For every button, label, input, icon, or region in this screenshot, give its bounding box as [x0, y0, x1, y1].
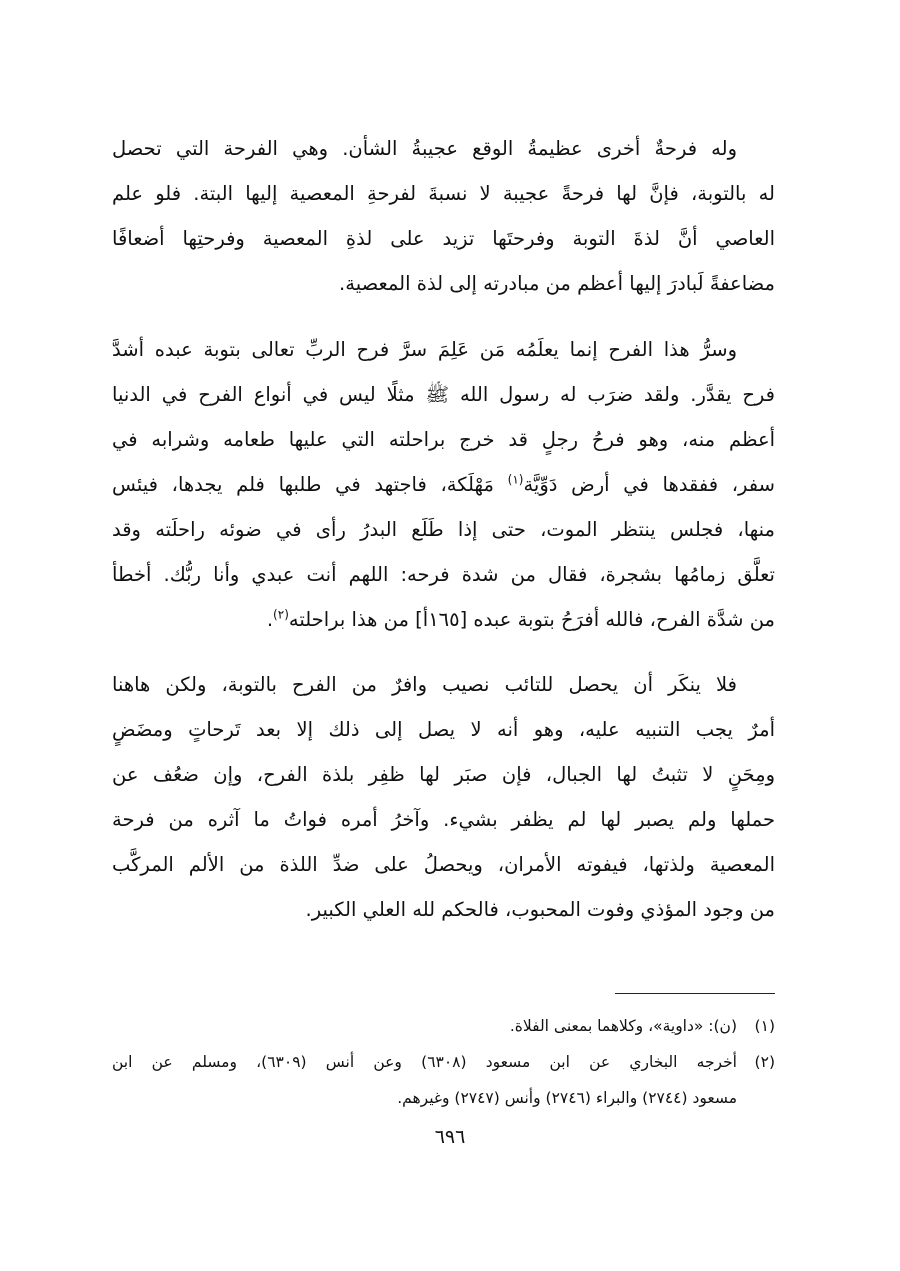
page-number: ٦٩٦ — [434, 1126, 466, 1148]
text-line: حملها ولم يصبر لها لم يظفر بشيء. وآخرُ أمره فواتُ ما آثره من فرحة — [112, 808, 775, 831]
footnote-text: أخرجه البخاري عن ابن مسعود (٦٣٠٨) وعن أنس (٦٣٠٩)، ومسلم عن ابن — [112, 1053, 737, 1071]
text-line — [112, 462, 775, 507]
text-line: فلا ينكَر أن يحصل للتائب نصيب وافرٌ من الفرح بالتوبة، ولكن هاهنا — [112, 673, 737, 696]
footnote-text: مسعود (٢٧٤٤) والبراء (٢٧٤٦) وأنس (٢٧٤٧) وغيرهم. — [397, 1089, 737, 1107]
text-line: له بالتوبة، فإنَّ لها فرحةً عجيبة لا نسبةَ لفرحةِ المعصية إليها البتة. فلو علم — [112, 182, 775, 205]
footnote-number: (١) — [754, 1017, 775, 1035]
footnote-2 — [112, 1044, 775, 1116]
text-line: أمرٌ يجب التنبيه عليه، وهو أنه لا يصل إلى ذلك إلا بعد تَرحاتٍ ومضَضٍ — [112, 718, 775, 741]
paragraph-1 — [112, 126, 775, 306]
footnotes — [112, 1008, 775, 1116]
text-segment: سفر، ففقدها في أرض دَوِّيَّة — [523, 473, 776, 496]
text-line: مضاعفةً لَبادرَ إليها أعظم من مبادرته إلى لذة المعصية. — [339, 272, 775, 295]
paragraph-2 — [112, 327, 775, 642]
text-segment: من شدَّة الفرح، فالله أفرَحُ بتوبة عبده [١٦٥أ] من هذا براحلته — [288, 608, 775, 631]
footnote-1 — [112, 1008, 775, 1044]
footnote-text: (ن): «داوية»، وكلاهما بمعنى الفلاة. — [509, 1017, 737, 1035]
text-line: منها، فجلس ينتظر الموت، حتى إذا طَلَع البدرُ رأى في ضوئه راحلَته وقد — [112, 518, 775, 541]
text-line: العاصي أنَّ لذةَ التوبة وفرحتَها تزيد على لذةِ المعصية وفرحتِها أضعافًا — [112, 227, 775, 250]
footnote-divider — [615, 993, 775, 994]
footnote-ref-1[interactable]: (١) — [507, 472, 524, 487]
text-line: وسرُّ هذا الفرح إنما يعلَمُه مَن عَلِمَ سرَّ فرح الربِّ تعالى بتوبة عبده أشدَّ — [112, 338, 737, 361]
paragraph-3 — [112, 662, 775, 932]
footnote-ref-2[interactable]: (٢) — [273, 607, 289, 622]
text-line — [112, 597, 775, 642]
footnote-number: (٢) — [754, 1053, 775, 1071]
text-line: وله فرحةٌ أخرى عظيمةُ الوقع عجيبةُ الشأن. وهي الفرحة التي تحصل — [112, 137, 737, 160]
text-segment: . — [266, 608, 274, 631]
text-line: من وجود المؤذي وفوت المحبوب، فالحكم لله العلي الكبير. — [305, 898, 775, 921]
text-line: ومِحَنٍ لا تثبتُ لها الجبال، فإن صبَر لها ظفِر بلذة الفرح، وإن ضعُف عن — [112, 763, 775, 786]
text-line: تعلَّق زمامُها بشجرة، فقال من شدة فرحه: اللهم أنت عبدي وأنا ربُّك. أخطأ — [112, 563, 775, 586]
text-line: فرح يقدَّر. ولقد ضرَب له رسول الله ﷺ مثلًا ليس في أنواع الفرح في الدنيا — [112, 383, 775, 406]
text-line: أعظم منه، وهو فرحُ رجلٍ قد خرج براحلته التي عليها طعامه وشرابه في — [112, 428, 775, 451]
text-segment: مَهْلَكة، فاجتهد في طلبها فلم يجدها، فيئس — [112, 473, 494, 496]
text-line: المعصية ولذتها، فيفوته الأمران، ويحصلُ على ضدِّ اللذة من الألم المركَّب — [112, 853, 775, 876]
